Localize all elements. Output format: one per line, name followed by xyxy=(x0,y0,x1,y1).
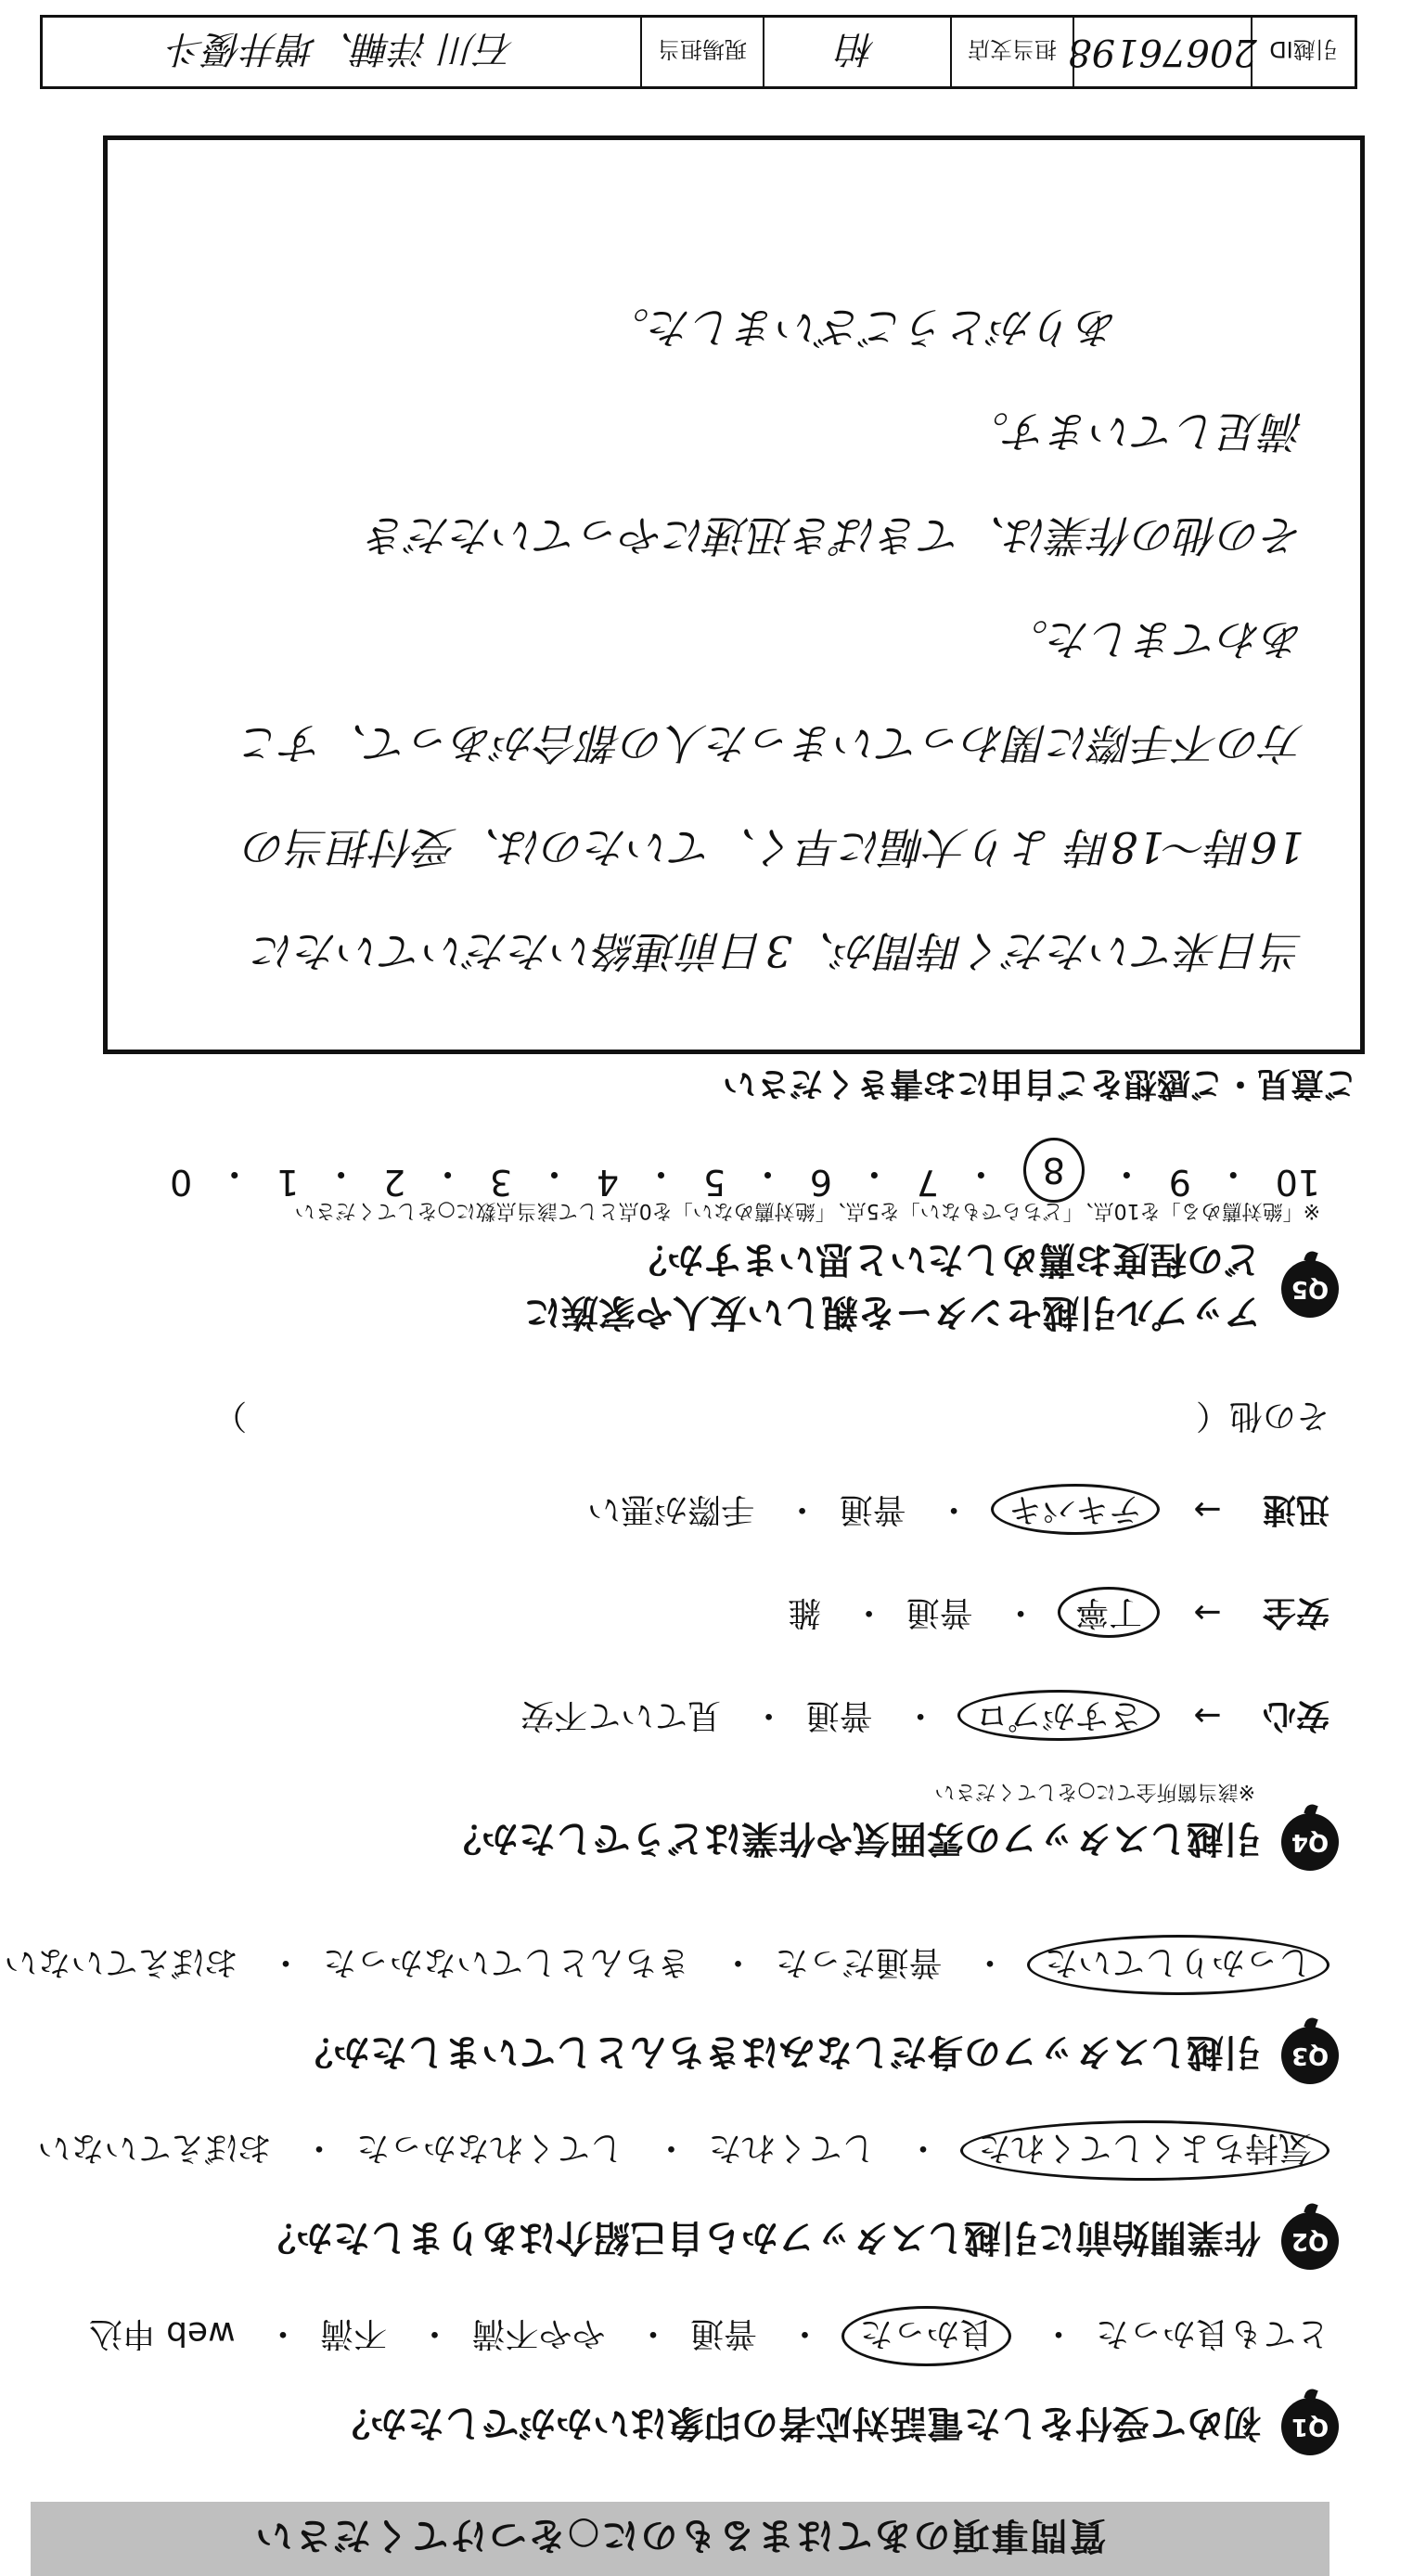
q5-text-line1: アップル引越センターを親しい友人や家族に xyxy=(524,1291,1261,1333)
q4-other-label: その他（ xyxy=(1195,1397,1330,1435)
branch-value: 柏 xyxy=(763,18,950,86)
id-value: 20676198 xyxy=(1073,18,1251,86)
q3-option[interactable]: きちんとしていなかった xyxy=(323,1943,691,1981)
question-2 xyxy=(37,2120,1339,2270)
q5-score[interactable]: 10 xyxy=(1275,1162,1320,1203)
arrow-right-icon: → xyxy=(1193,1490,1222,1528)
q4-option[interactable]: 普通 xyxy=(839,1490,906,1528)
q4-row-anshin: 安心 → さすがプロ・ 普通・ 見ていて不安 xyxy=(58,1694,1330,1742)
q4-option-selected[interactable]: テキパキ xyxy=(991,1484,1160,1535)
comment-line: その他の作業は、てきぱき迅速にやっていただき xyxy=(366,510,1304,560)
q5-note: ※「絶対薦める」を10点、「どちらでもない」を5点、「絶対薦めない」を0点として該当点数に○をしてください xyxy=(294,1199,1320,1222)
instructions-banner: 質問事項のあてはまるものに○をつけてください xyxy=(31,2502,1330,2576)
question-3 xyxy=(4,1935,1339,2084)
branch-label: 担当支店 xyxy=(950,18,1073,86)
q5-text-line2: どの程度お薦めしたいと思いますか？ xyxy=(630,1238,1261,1281)
q5-score[interactable]: 0 xyxy=(170,1162,193,1203)
q5-score[interactable]: 7 xyxy=(916,1162,939,1203)
arrow-right-icon: → xyxy=(1193,1696,1222,1734)
q4-row-label: 迅速 xyxy=(1262,1490,1330,1528)
q3-options: しっかりしていた・ 普通だった・ きちんとしていなかった・ おぼえていない xyxy=(58,1935,1330,1995)
comment-line: 満足しています。 xyxy=(966,406,1304,457)
staff-info-table xyxy=(40,15,1357,89)
q5-scale: 10 ・ 9 ・ 8 ・ 7 ・ 6 ・ 5 ・ 4 ・ 3 ・ 2 ・ 1 ・ 0 xyxy=(170,1138,1320,1203)
q5-score[interactable]: 3 xyxy=(489,1162,513,1203)
q4-option[interactable]: 普通 xyxy=(906,1593,973,1631)
q5-score[interactable]: 2 xyxy=(383,1162,406,1203)
q3-text: 引越しスタッフの身だしなみはきちんとしていましたか？ xyxy=(296,2030,1261,2074)
q2-option[interactable]: してくれなかった xyxy=(356,2129,624,2167)
q2-option-selected[interactable]: 気持ちよくしてくれた xyxy=(960,2120,1330,2181)
q2-badge: Q2 xyxy=(1281,2212,1339,2270)
comment-line: ありがとうございました。 xyxy=(607,303,1119,353)
question-5 xyxy=(58,1198,1339,1342)
q5-score[interactable]: 4 xyxy=(596,1162,620,1203)
q4-option[interactable]: 手際が悪い xyxy=(587,1490,755,1528)
question-1 xyxy=(58,2306,1339,2455)
question-4 xyxy=(58,1395,1339,1871)
q4-text: 引越しスタッフの雰囲気や作業はどうでしたか？ xyxy=(444,1817,1261,1861)
q5-score[interactable]: 9 xyxy=(1168,1162,1191,1203)
comment-line: 当日来ていただく時間が、3日前連絡いただいていたに xyxy=(252,926,1304,976)
comment-line: 16時～18時 より大幅に早く、ていたのは、受付担当の xyxy=(244,822,1304,872)
comments-title: ご意見・ご感想をご自由にお書きください xyxy=(722,1064,1357,1102)
q4-row-label: 安全 xyxy=(1262,1593,1330,1631)
comment-line: あわてました。 xyxy=(1006,614,1304,664)
q1-option[interactable]: やや不満 xyxy=(471,2314,606,2352)
q4-note: ※該当箇所全てに○をしてください xyxy=(934,1780,1255,1803)
q5-badge: Q5 xyxy=(1281,1260,1339,1318)
q5-score[interactable]: 5 xyxy=(702,1162,726,1203)
q4-option[interactable]: 雑 xyxy=(788,1593,822,1631)
q1-options: とても良かった・ 良かった・ 普通・ やや不満・ 不満・ web 申込 xyxy=(58,2306,1330,2366)
q5-score-selected[interactable]: 8 xyxy=(1023,1138,1085,1203)
q3-badge: Q3 xyxy=(1281,2027,1339,2084)
q2-option[interactable]: してくれた xyxy=(708,2129,876,2167)
arrow-right-icon: → xyxy=(1193,1593,1222,1631)
q3-option[interactable]: おぼえていない xyxy=(4,1943,238,1981)
q1-option[interactable]: 普通 xyxy=(690,2314,758,2352)
q1-badge: Q1 xyxy=(1281,2398,1339,2455)
leader-value: 石川 洋輔、増井優斗 xyxy=(168,27,515,71)
q1-text: 初めて受付をした電話対応者の印象はいかがでしたか？ xyxy=(333,2402,1261,2445)
q1-option[interactable]: 不満 xyxy=(320,2314,388,2352)
q4-row-jinsoku: 迅速 → テキパキ・ 普通・ 手際が悪い xyxy=(58,1488,1330,1536)
q4-option-selected[interactable]: さすがプロ xyxy=(957,1690,1160,1741)
comments-box[interactable] xyxy=(103,135,1365,1054)
leader-label: 現場担当 xyxy=(640,18,763,86)
comment-line: 方の不手際に関わっていまった人の都合があって、すこ xyxy=(238,718,1304,768)
q2-options: 気持ちよくしてくれた・ してくれた・ してくれなかった・ おぼえていない xyxy=(58,2120,1330,2181)
q5-score[interactable]: 6 xyxy=(809,1162,833,1203)
q4-option[interactable]: 普通 xyxy=(805,1696,873,1734)
id-label: 引越ID xyxy=(1251,18,1355,86)
q4-option-selected[interactable]: 丁寧 xyxy=(1058,1587,1160,1638)
q2-option[interactable]: おぼえていない xyxy=(37,2129,272,2167)
q2-text: 作業開始前に引越しスタッフから自己紹介はありましたか？ xyxy=(259,2216,1261,2260)
q4-other-close: ） xyxy=(213,1397,248,1435)
q3-option-selected[interactable]: しっかりしていた xyxy=(1027,1935,1330,1995)
q4-badge: Q4 xyxy=(1281,1813,1339,1871)
q4-option[interactable]: 見ていて不安 xyxy=(520,1696,722,1734)
q4-row-label: 安心 xyxy=(1262,1696,1330,1734)
q5-score[interactable]: 1 xyxy=(276,1162,300,1203)
q4-row-anzen: 安全 → 丁寧・ 普通・ 雑 xyxy=(58,1591,1330,1639)
q1-option[interactable]: とても良かった xyxy=(1095,2314,1330,2352)
q1-option[interactable]: web 申込 xyxy=(88,2314,236,2352)
q1-option-selected[interactable]: 良かった xyxy=(842,2306,1011,2366)
q4-other xyxy=(58,1395,1330,1442)
q3-option[interactable]: 普通だった xyxy=(775,1943,943,1981)
